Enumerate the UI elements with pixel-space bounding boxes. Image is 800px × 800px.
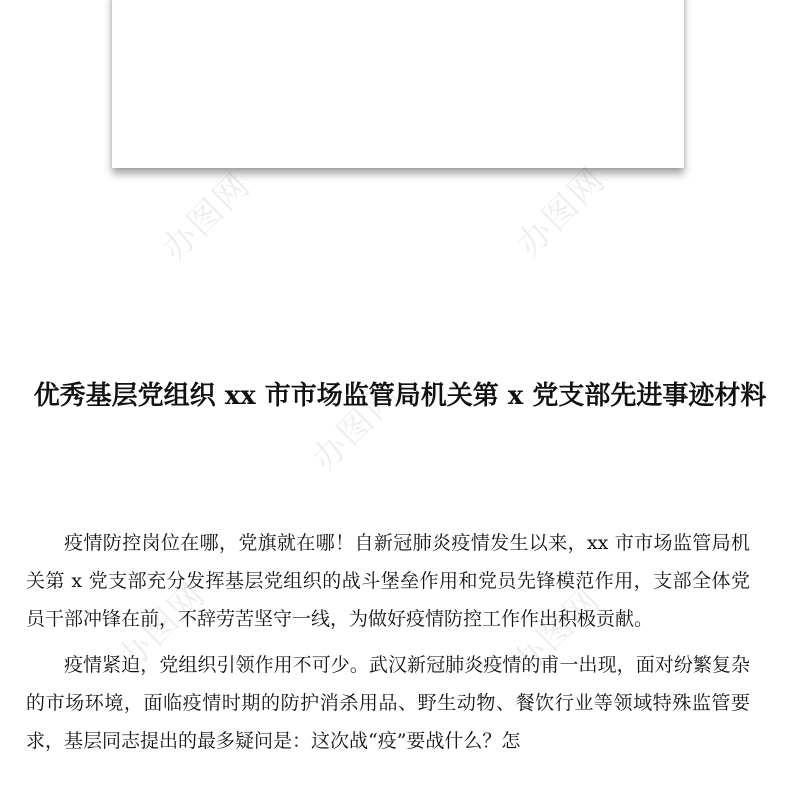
watermark-4: 办图网 [109, 574, 214, 680]
document-title: 优秀基层党组织 xx 市市场监管局机关第 x 党支部先进事迹材料 [33, 381, 767, 411]
preview-page-card [112, 0, 684, 168]
document-body [26, 524, 750, 768]
watermark-1: 办图网 [154, 164, 259, 270]
watermark-3: 办图网 [304, 374, 409, 480]
watermark-2: 办图网 [509, 159, 614, 265]
paragraph-1: 疫情防控岗位在哪，党旗就在哪！自新冠肺炎疫情发生以来，xx 市市场监管局机关第 x 党支部充分发挥基层党组织的战斗堡垒作用和党员先锋模范作用，支部全体党员干部冲锋在前，不辞劳苦坚守一线，为做好疫情防控工作作出积极贡献。 [26, 532, 750, 630]
watermark-5: 办图网 [504, 579, 609, 685]
paragraph-2: 疫情紧迫，党组织引领作用不可少。武汉新冠肺炎疫情的甫一出现，面对纷繁复杂的市场环境，面临疫情时期的防护消杀用品、野生动物、餐饮行业等领域特殊监管要求，基层同志提出的最多疑问是：这次战“疫”要战什么？怎 [26, 654, 750, 752]
